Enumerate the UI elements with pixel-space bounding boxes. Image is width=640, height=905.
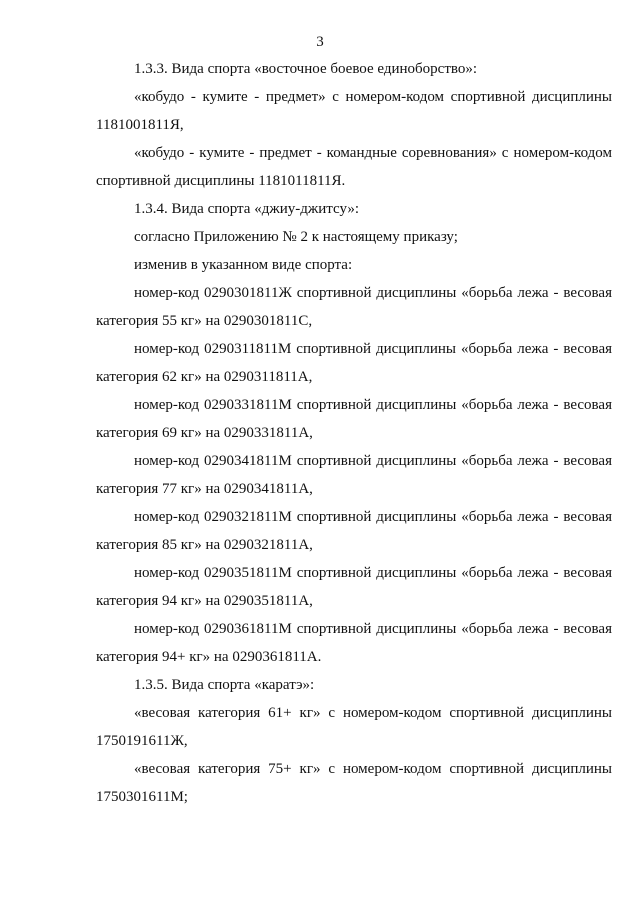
page-number: 3	[316, 34, 324, 50]
section-heading-1-3-4: 1.3.4. Вида спорта «джиу-джитсу»:	[134, 201, 359, 217]
paragraph: номер-код 0290311811М спортивной дисциплины «борьба лежа - весовая категория 62 кг» на 0290311811А,	[96, 341, 612, 385]
paragraph: «весовая категория 61+ кг» с номером-кодом спортивной дисциплины 1750191611Ж,	[96, 705, 612, 749]
section-heading-1-3-5: 1.3.5. Вида спорта «каратэ»:	[134, 677, 315, 693]
paragraph: «кобудо - кумите - предмет» с номером-кодом спортивной дисциплины 1181001811Я,	[96, 89, 612, 133]
paragraph: «весовая категория 75+ кг» с номером-кодом спортивной дисциплины 1750301611М;	[96, 761, 612, 805]
paragraph: «кобудо - кумите - предмет - командные соревнования» с номером-кодом спортивной дисциплины 1181011811Я.	[96, 145, 612, 189]
paragraph: номер-код 0290361811М спортивной дисциплины «борьба лежа - весовая категория 94+ кг» на 0290361811А.	[96, 621, 612, 665]
paragraph: изменив в указанном виде спорта:	[134, 257, 353, 273]
paragraph: номер-код 0290331811М спортивной дисциплины «борьба лежа - весовая категория 69 кг» на 0290331811А,	[96, 397, 612, 441]
paragraph: согласно Приложению № 2 к настоящему приказу;	[134, 229, 458, 245]
paragraph: номер-код 0290321811М спортивной дисциплины «борьба лежа - весовая категория 85 кг» на 0290321811А,	[96, 509, 612, 553]
paragraph: номер-код 0290301811Ж спортивной дисциплины «борьба лежа - весовая категория 55 кг» на 0290301811С,	[96, 285, 612, 329]
section-heading-1-3-3: 1.3.3. Вида спорта «восточное боевое единоборство»:	[134, 61, 478, 77]
paragraph: номер-код 0290341811М спортивной дисциплины «борьба лежа - весовая категория 77 кг» на 0290341811А,	[96, 453, 612, 497]
paragraph: номер-код 0290351811М спортивной дисциплины «борьба лежа - весовая категория 94 кг» на 0290351811А,	[96, 565, 612, 609]
